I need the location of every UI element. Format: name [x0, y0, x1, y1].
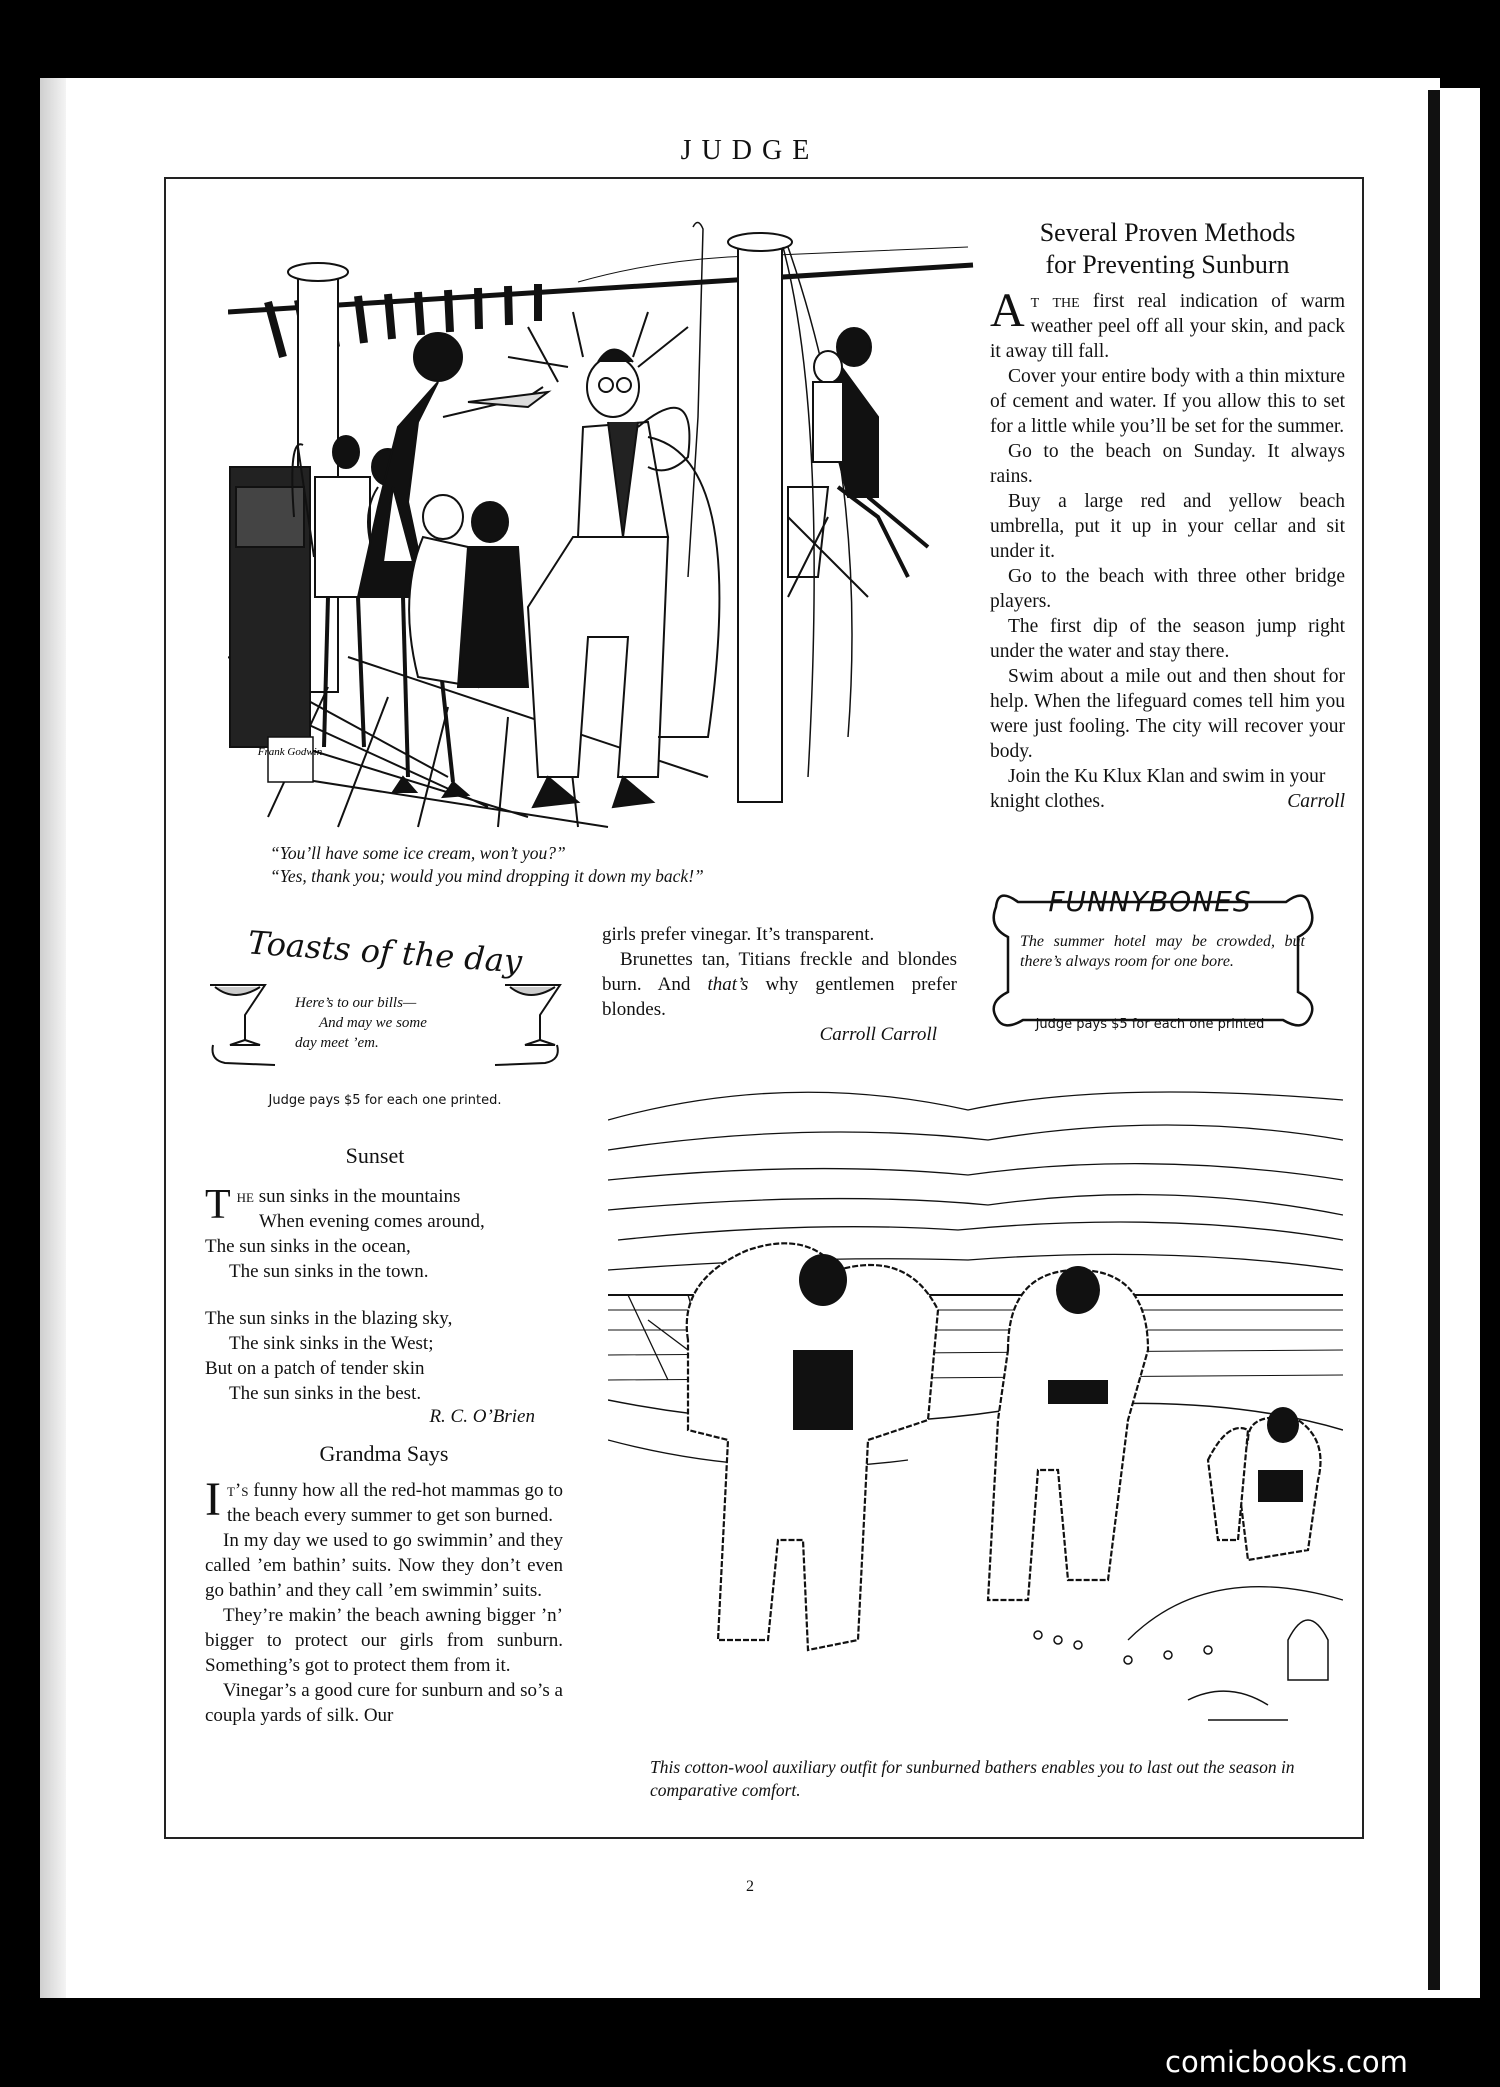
grandma-continued-first: girls prefer vinegar. It’s transparent. [602, 924, 875, 945]
toasts-box [205, 925, 565, 1085]
toasts-verse [295, 993, 495, 1053]
sunburn-paragraph: Go to the beach on Sunday. It always rains. [990, 441, 1345, 487]
grandma-continued [602, 922, 957, 1047]
grandma-paragraph: Vinegar’s a good cure for sunburn and so’s a coupla yards of silk. Our [205, 1680, 563, 1726]
page-number: 2 [746, 1878, 754, 1895]
grandma-continued-text: Brunettes tan, Titians freckle and blondes burn. And [602, 949, 957, 995]
cotton-wool-bathers-cartoon [608, 1080, 1343, 1752]
sunburn-paragraph: Swim about a mile out and then shout for help. When the lifeguard comes tell him you were just fooling. The city will recover your body. [990, 666, 1345, 762]
sunburn-title-line1: Several Proven Methods [1039, 218, 1296, 247]
next-page-edge [1440, 88, 1480, 1998]
sunburn-title-line2: for Preventing Sunburn [1045, 250, 1290, 279]
toasts-heading: Toasts of the day [246, 923, 524, 981]
sunset-dropcap: T [205, 1182, 231, 1228]
toasts-line3: day meet ’em. [295, 1035, 379, 1051]
cartoon1-signature: Frank Godwin [257, 746, 323, 758]
grandma-title: Grandma Says [319, 1441, 449, 1466]
funnybones-heading: FUNNYBONES [1048, 885, 1252, 918]
cartoon1-caption-line2: “Yes, thank you; would you mind dropping it down my back!” [270, 866, 704, 886]
grandma-says-article [205, 1438, 563, 1728]
cartoon1-caption-line1: “You’ll have some ice cream, won’t you?” [270, 843, 566, 863]
sunset-line3: The sun sinks in the ocean, [205, 1236, 411, 1257]
sunset-line1: sun sinks in the mountains [254, 1186, 461, 1207]
grandma-byline: Carroll Carroll [819, 1024, 937, 1045]
sunset-line2: When evening comes around, [259, 1211, 485, 1232]
sunburn-last-paragraph: Join the Ku Klux Klan and swim in your knight clothes. [990, 766, 1326, 812]
sunburn-paragraph: Buy a large red and yellow beach umbrella, put it up in your cellar and sit under it. [990, 491, 1345, 562]
watermark: comicbooks.com [1165, 2045, 1408, 2079]
sunset-poem [205, 1140, 545, 1428]
toasts-line1: Here’s to our bills— [295, 995, 417, 1011]
sunset-line5: The sun sinks in the blazing sky, [205, 1308, 453, 1329]
funnybones-payment-note: Judge pays $5 for each one printed [1035, 1017, 1265, 1032]
sunset-line6: The sink sinks in the West; [229, 1333, 434, 1354]
sunburn-article [990, 217, 1345, 814]
cartoon2-caption: This cotton-wool auxiliary outfit for sunburned bathers enables you to last out the season in comparative comfort. [650, 1757, 1295, 1800]
sunburn-lead-text: first real indication of warm weather peel off all your skin, and pack it away till fall. [990, 291, 1345, 362]
sunset-line7: But on a patch of tender skin [205, 1358, 425, 1379]
grandma-lead-smallcaps: t’s [226, 1480, 249, 1501]
funnybones-joke: The summer hotel may be crowded, but there’s always room for one bore. [1020, 933, 1305, 970]
grandma-dropcap: I [205, 1473, 221, 1526]
sunset-byline: R. C. O’Brien [429, 1406, 535, 1427]
grandma-continued-text-end: why gentlemen prefer blondes. [602, 974, 957, 1020]
toasts-line2: And may we some [319, 1015, 427, 1031]
sunset-line1-smallcaps: he [236, 1186, 254, 1207]
sunset-title: Sunset [345, 1143, 405, 1168]
sunburn-byline: Carroll [1287, 791, 1345, 812]
page-gutter-shadow [40, 78, 66, 1998]
grandma-paragraph: They’re makin’ the beach awning bigger ’n’ bigger to protect our girls from sunburn. Something’s got to protect them from it. [205, 1605, 563, 1676]
sunset-line8: The sun sinks in the best. [229, 1383, 422, 1404]
masthead: JUDGE [680, 135, 820, 166]
sunburn-dropcap: A [990, 284, 1025, 337]
cartoon1-caption [270, 842, 870, 888]
sunset-line4: The sun sinks in the town. [229, 1261, 429, 1282]
grandma-paragraph: In my day we used to go swimmin’ and they called ’em bathin’ suits. Now they don’t even go bathin’ and they call ’em swimmin’ suits. [205, 1530, 563, 1601]
sunburn-paragraph: Cover your entire body with a thin mixture of cement and water. If you allow this to set for a little while you’ll be set for the summer. [990, 366, 1345, 437]
sunburn-lead-smallcaps: t the [1030, 291, 1080, 312]
sunburn-paragraph: Go to the beach with three other bridge players. [990, 566, 1345, 612]
deck-party-cartoon [228, 217, 978, 837]
grandma-continued-italic: that’s [707, 974, 749, 995]
grandma-lead-text: funny how all the red-hot mammas go to the beach every summer to get son burned. [226, 1480, 563, 1526]
toasts-payment-note: Judge pays $5 for each one printed. [268, 1093, 502, 1108]
sunburn-paragraph: The first dip of the season jump right under the water and stay there. [990, 616, 1345, 662]
